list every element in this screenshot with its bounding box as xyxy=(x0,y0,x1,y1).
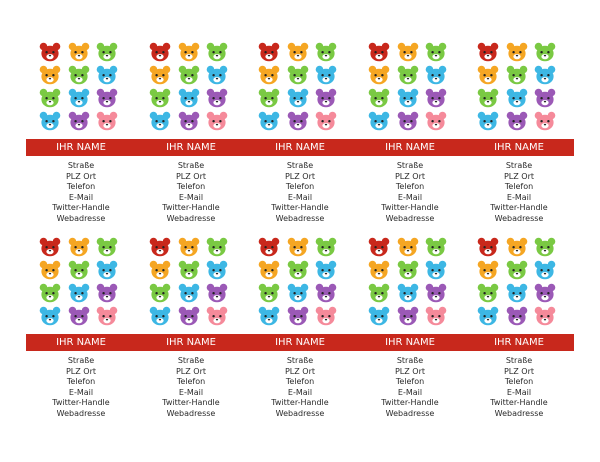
contact-lines xyxy=(26,356,136,420)
bear-face-icon xyxy=(315,260,337,280)
email-line: E-Mail xyxy=(178,192,204,202)
bear-face-icon xyxy=(506,306,528,326)
bear-face-icon xyxy=(534,88,556,108)
bear-face-icon xyxy=(315,283,337,303)
postal-city-line: PLZ Ort xyxy=(175,366,207,376)
bear-face-icon xyxy=(477,88,499,108)
bear-face-icon xyxy=(477,260,499,280)
twitter-line: Twitter-Handle xyxy=(52,203,110,213)
contact-lines xyxy=(355,356,465,420)
bear-face-icon xyxy=(96,260,118,280)
phone-line: Telefon xyxy=(395,182,425,192)
bear-face-icon xyxy=(534,42,556,62)
bear-face-icon xyxy=(149,88,171,108)
bear-face-icon xyxy=(178,306,200,326)
email-line: E-Mail xyxy=(68,192,94,202)
postal-city-line: PLZ Ort xyxy=(394,171,426,181)
bear-face-icon xyxy=(149,111,171,131)
business-card xyxy=(464,192,574,418)
bear-face-icon xyxy=(178,260,200,280)
bear-face-icon xyxy=(149,306,171,326)
bear-face-icon xyxy=(149,42,171,62)
bear-face-icon xyxy=(397,283,419,303)
bear-face-icon xyxy=(96,65,118,85)
phone-line: Telefon xyxy=(504,377,534,387)
card-name: IHR NAME xyxy=(385,142,435,153)
bear-face-icon xyxy=(506,237,528,257)
bear-face-icon xyxy=(368,111,390,131)
twitter-line: Twitter-Handle xyxy=(490,398,548,408)
bear-face-icon xyxy=(178,65,200,85)
card-name: IHR NAME xyxy=(494,337,544,348)
phone-line: Telefon xyxy=(176,377,206,387)
bear-face-icon xyxy=(68,260,90,280)
bear-face-icon xyxy=(258,88,280,108)
street-line: Straße xyxy=(396,356,424,365)
website-line: Webadresse xyxy=(275,408,325,418)
website-line: Webadresse xyxy=(385,213,435,223)
bear-face-icon xyxy=(68,88,90,108)
bear-face-icon xyxy=(39,260,61,280)
card-row-2 xyxy=(26,192,574,418)
website-line: Webadresse xyxy=(166,213,216,223)
bear-face-icon xyxy=(39,65,61,85)
bear-face-icon xyxy=(477,283,499,303)
bear-face-icon xyxy=(206,111,228,131)
email-line: E-Mail xyxy=(287,192,313,202)
street-line: Straße xyxy=(286,356,314,365)
bear-face-icon xyxy=(368,42,390,62)
bear-face-icon xyxy=(368,65,390,85)
business-card xyxy=(245,0,355,223)
bear-face-icon xyxy=(178,283,200,303)
bear-face-icon xyxy=(506,111,528,131)
bear-face-icon xyxy=(206,237,228,257)
street-line: Straße xyxy=(177,161,205,170)
bear-face-icon xyxy=(506,260,528,280)
website-line: Webadresse xyxy=(385,408,435,418)
card-name: IHR NAME xyxy=(494,142,544,153)
bear-face-icon xyxy=(534,283,556,303)
card-name: IHR NAME xyxy=(166,142,216,153)
bear-face-icon xyxy=(178,42,200,62)
twitter-line: Twitter-Handle xyxy=(52,398,110,408)
twitter-line: Twitter-Handle xyxy=(271,203,329,213)
bear-grid xyxy=(26,42,136,132)
twitter-line: Twitter-Handle xyxy=(162,203,220,213)
bear-face-icon xyxy=(506,283,528,303)
bear-face-icon xyxy=(68,111,90,131)
bear-face-icon xyxy=(258,42,280,62)
bear-face-icon xyxy=(534,306,556,326)
bear-face-icon xyxy=(397,111,419,131)
bear-face-icon xyxy=(477,65,499,85)
bear-face-icon xyxy=(258,260,280,280)
street-line: Straße xyxy=(286,161,314,170)
contact-lines xyxy=(464,356,574,420)
card-name: IHR NAME xyxy=(56,337,106,348)
bear-grid xyxy=(136,237,246,327)
bear-face-icon xyxy=(287,111,309,131)
postal-city-line: PLZ Ort xyxy=(284,171,316,181)
bear-face-icon xyxy=(397,237,419,257)
bear-face-icon xyxy=(477,42,499,62)
phone-line: Telefon xyxy=(285,182,315,192)
website-line: Webadresse xyxy=(56,408,106,418)
bear-grid xyxy=(26,237,136,327)
bear-face-icon xyxy=(477,237,499,257)
bear-face-icon xyxy=(206,88,228,108)
card-row-1 xyxy=(26,0,574,223)
postal-city-line: PLZ Ort xyxy=(394,366,426,376)
bear-face-icon xyxy=(39,237,61,257)
website-line: Webadresse xyxy=(275,213,325,223)
business-card xyxy=(355,0,465,223)
phone-line: Telefon xyxy=(176,182,206,192)
bear-face-icon xyxy=(534,237,556,257)
bear-face-icon xyxy=(425,306,447,326)
bear-grid xyxy=(355,42,465,132)
bear-face-icon xyxy=(68,306,90,326)
bear-face-icon xyxy=(96,283,118,303)
bear-face-icon xyxy=(397,88,419,108)
bear-face-icon xyxy=(96,237,118,257)
postal-city-line: PLZ Ort xyxy=(284,366,316,376)
street-line: Straße xyxy=(67,356,95,365)
bear-face-icon xyxy=(39,88,61,108)
bear-face-icon xyxy=(368,306,390,326)
bear-face-icon xyxy=(397,65,419,85)
email-line: E-Mail xyxy=(397,387,423,397)
phone-line: Telefon xyxy=(66,182,96,192)
business-card xyxy=(245,192,355,418)
email-line: E-Mail xyxy=(68,387,94,397)
bear-face-icon xyxy=(258,65,280,85)
business-card xyxy=(26,0,136,223)
bear-face-icon xyxy=(258,283,280,303)
street-line: Straße xyxy=(396,161,424,170)
bear-face-icon xyxy=(206,42,228,62)
twitter-line: Twitter-Handle xyxy=(271,398,329,408)
phone-line: Telefon xyxy=(285,377,315,387)
bear-grid xyxy=(464,42,574,132)
bear-face-icon xyxy=(39,306,61,326)
twitter-line: Twitter-Handle xyxy=(381,203,439,213)
postal-city-line: PLZ Ort xyxy=(65,171,97,181)
bear-face-icon xyxy=(178,88,200,108)
business-card xyxy=(136,0,246,223)
bear-face-icon xyxy=(287,65,309,85)
bear-face-icon xyxy=(287,283,309,303)
bear-face-icon xyxy=(368,237,390,257)
bear-face-icon xyxy=(506,42,528,62)
bear-face-icon xyxy=(39,111,61,131)
bear-face-icon xyxy=(534,65,556,85)
bear-face-icon xyxy=(149,260,171,280)
bear-face-icon xyxy=(397,260,419,280)
street-line: Straße xyxy=(177,356,205,365)
bear-face-icon xyxy=(534,260,556,280)
bear-face-icon xyxy=(315,88,337,108)
bear-face-icon xyxy=(397,42,419,62)
bear-face-icon xyxy=(206,306,228,326)
business-card xyxy=(464,0,574,223)
bear-face-icon xyxy=(96,88,118,108)
card-group xyxy=(26,0,574,223)
bear-face-icon xyxy=(68,42,90,62)
postal-city-line: PLZ Ort xyxy=(503,366,535,376)
email-line: E-Mail xyxy=(506,387,532,397)
bear-face-icon xyxy=(96,306,118,326)
email-line: E-Mail xyxy=(287,387,313,397)
bear-face-icon xyxy=(534,111,556,131)
phone-line: Telefon xyxy=(395,377,425,387)
bear-face-icon xyxy=(425,88,447,108)
bear-face-icon xyxy=(506,65,528,85)
bear-face-icon xyxy=(315,42,337,62)
bear-face-icon xyxy=(368,88,390,108)
contact-lines xyxy=(245,356,355,420)
email-line: E-Mail xyxy=(397,192,423,202)
bear-face-icon xyxy=(206,283,228,303)
bear-face-icon xyxy=(287,42,309,62)
postal-city-line: PLZ Ort xyxy=(65,366,97,376)
bear-face-icon xyxy=(397,306,419,326)
bear-face-icon xyxy=(506,88,528,108)
business-card xyxy=(26,192,136,418)
bear-face-icon xyxy=(206,260,228,280)
website-line: Webadresse xyxy=(494,213,544,223)
bear-face-icon xyxy=(287,88,309,108)
bear-face-icon xyxy=(68,283,90,303)
bear-face-icon xyxy=(178,111,200,131)
bear-face-icon xyxy=(149,65,171,85)
bear-face-icon xyxy=(425,237,447,257)
bear-face-icon xyxy=(368,283,390,303)
twitter-line: Twitter-Handle xyxy=(490,203,548,213)
bear-face-icon xyxy=(315,111,337,131)
street-line: Straße xyxy=(505,161,533,170)
email-line: E-Mail xyxy=(178,387,204,397)
bear-face-icon xyxy=(68,65,90,85)
business-card xyxy=(355,192,465,418)
bear-face-icon xyxy=(258,111,280,131)
bear-face-icon xyxy=(149,283,171,303)
website-line: Webadresse xyxy=(494,408,544,418)
street-line: Straße xyxy=(67,161,95,170)
email-line: E-Mail xyxy=(506,192,532,202)
bear-face-icon xyxy=(68,237,90,257)
business-card xyxy=(136,192,246,418)
bear-face-icon xyxy=(258,306,280,326)
postal-city-line: PLZ Ort xyxy=(175,171,207,181)
website-line: Webadresse xyxy=(166,408,216,418)
bear-face-icon xyxy=(315,237,337,257)
bear-face-icon xyxy=(477,306,499,326)
bear-face-icon xyxy=(287,306,309,326)
bear-grid xyxy=(136,42,246,132)
twitter-line: Twitter-Handle xyxy=(162,398,220,408)
street-line: Straße xyxy=(505,356,533,365)
bear-face-icon xyxy=(477,111,499,131)
bear-face-icon xyxy=(39,283,61,303)
phone-line: Telefon xyxy=(504,182,534,192)
card-name: IHR NAME xyxy=(275,142,325,153)
bear-face-icon xyxy=(149,237,171,257)
bear-face-icon xyxy=(96,111,118,131)
card-name: IHR NAME xyxy=(385,337,435,348)
card-name: IHR NAME xyxy=(166,337,216,348)
bear-face-icon xyxy=(206,65,228,85)
bear-face-icon xyxy=(39,42,61,62)
bear-face-icon xyxy=(425,260,447,280)
website-line: Webadresse xyxy=(56,213,106,223)
contact-lines xyxy=(136,356,246,420)
bear-face-icon xyxy=(315,306,337,326)
bear-grid xyxy=(245,237,355,327)
bear-face-icon xyxy=(425,65,447,85)
phone-line: Telefon xyxy=(66,377,96,387)
card-name: IHR NAME xyxy=(275,337,325,348)
bear-face-icon xyxy=(258,237,280,257)
bear-grid xyxy=(355,237,465,327)
bear-face-icon xyxy=(96,42,118,62)
card-name: IHR NAME xyxy=(56,142,106,153)
card-group xyxy=(26,192,574,418)
twitter-line: Twitter-Handle xyxy=(381,398,439,408)
bear-face-icon xyxy=(368,260,390,280)
bear-face-icon xyxy=(425,42,447,62)
bear-face-icon xyxy=(287,237,309,257)
bear-face-icon xyxy=(425,111,447,131)
bear-face-icon xyxy=(287,260,309,280)
postal-city-line: PLZ Ort xyxy=(503,171,535,181)
bear-face-icon xyxy=(315,65,337,85)
bear-face-icon xyxy=(425,283,447,303)
bear-grid xyxy=(464,237,574,327)
bear-grid xyxy=(245,42,355,132)
bear-face-icon xyxy=(178,237,200,257)
